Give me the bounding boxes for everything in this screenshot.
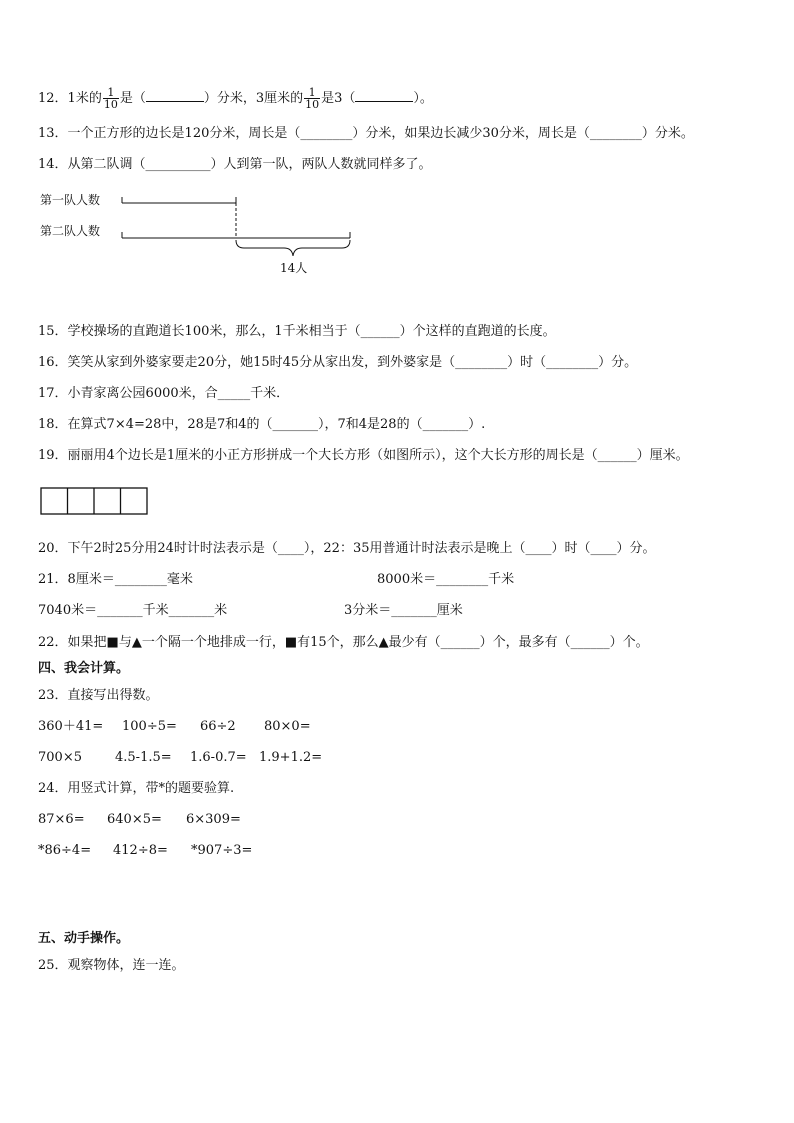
calc-item: 1.6-0.7= (190, 750, 247, 765)
question-21b: 8000米＝________千米 (377, 572, 515, 587)
calc-item: 360＋41= (38, 719, 104, 734)
question-number: 12． (38, 91, 68, 106)
calc-item: 1.9+1.2= (259, 750, 323, 765)
question-24: 24．用竖式计算，带*的题要验算. (38, 781, 235, 796)
calc-item: 412÷8= (113, 843, 168, 858)
team1-label: 第一队人数 (40, 193, 101, 207)
question-20: 20．下午2时25分用24时计时法表示是（____），22：35用普通计时法表示是晚上（____）时（____）分。 (38, 541, 656, 556)
question-14: 14．从第二队调（__________）人到第一队，两队人数就同样多了。 (38, 157, 432, 172)
question-15: 15．学校操场的直跑道长100米，那么，1千米相当于（______）个这样的直跑道的长度。 (38, 324, 556, 339)
calc-item: 700×5 (38, 750, 82, 765)
calc-item: *907÷3= (191, 843, 253, 858)
fraction-one-tenth: $\frac{1}{10}$ (103, 86, 118, 111)
question-18: 18．在算式7×4=28中，28是7和4的（_______），7和4是28的（_______）. (38, 417, 486, 432)
question-23: 23．直接写出得数。 (38, 688, 159, 703)
question-25: 25．观察物体，连一连。 (38, 958, 185, 973)
question-12: 12．1米的 $\frac{1}{10}$ 是（ ）分米，3厘米的 $\frac{1}{10}$ 是3（ ）。 (38, 86, 433, 111)
question-21a: 21．8厘米＝________毫米 (38, 572, 193, 587)
calc-item: 80×0= (264, 719, 311, 734)
question-22: 22．如果把■与▲一个隔一个地排成一行，■有15个，那么▲最少有（______）个，最多有（______）个。 (38, 635, 649, 650)
fraction-one-tenth: $\frac{1}{10}$ (305, 86, 320, 111)
question-16: 16．笑笑从家到外婆家要走20分，她15时45分从家出发，到外婆家是（________）时（________）分。 (38, 355, 638, 370)
question-21c: 7040米＝_______千米_______米 (38, 603, 228, 618)
question-19: 19．丽丽用4个边长是1厘米的小正方形拼成一个大长方形（如图所示），这个大长方形的周长是（______）厘米。 (38, 448, 689, 463)
calc-item: 6×309= (186, 812, 241, 827)
calc-item: *86÷4= (38, 843, 92, 858)
calc-item: 100÷5= (122, 719, 177, 734)
brace-label: 14人 (280, 261, 308, 275)
team-comparison-diagram (38, 186, 398, 276)
brace (236, 240, 350, 256)
question-13: 13．一个正方形的边长是120分米，周长是（________）分米，如果边长减少30分米，周长是（________）分米。 (38, 126, 694, 141)
answer-blank[interactable] (355, 89, 413, 102)
calc-item: 4.5-1.5= (115, 750, 172, 765)
answer-blank[interactable] (146, 89, 204, 102)
question-17: 17．小青家离公园6000米，合_____千米． (38, 386, 290, 401)
calc-item: 66÷2 (200, 719, 236, 734)
team2-label: 第二队人数 (40, 224, 101, 238)
section-title-4: 四、我会计算。 (38, 661, 130, 676)
calc-item: 640×5= (107, 812, 162, 827)
calc-item: 87×6= (38, 812, 85, 827)
section-title-5: 五、动手操作。 (38, 931, 130, 946)
four-squares-figure (40, 487, 150, 517)
question-21d: 3分米＝_______厘米 (344, 603, 463, 618)
